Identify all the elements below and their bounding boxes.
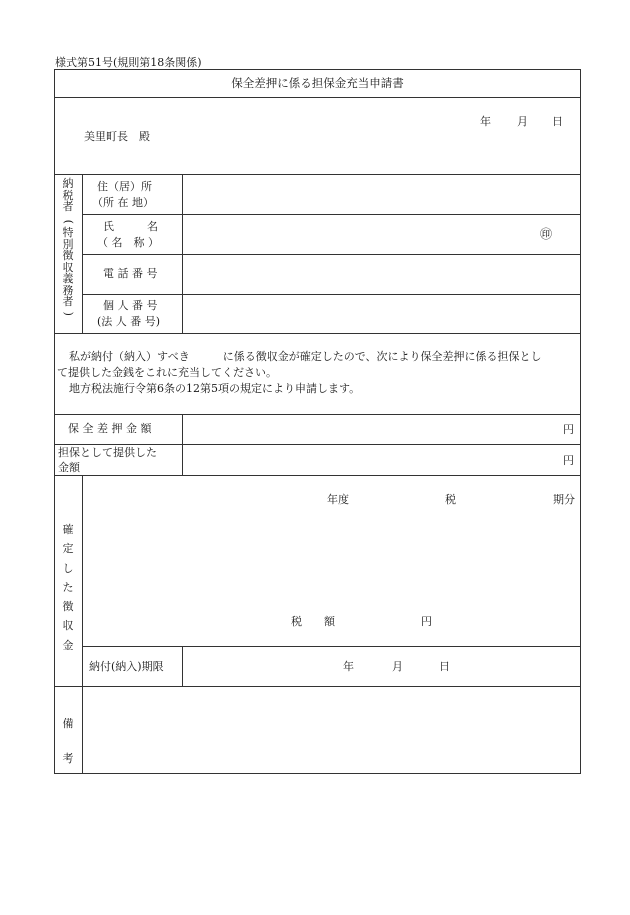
seal-mark-icon: ㊞ [540, 227, 553, 241]
seizure-amount-label: 保 全 差 押 金 額 [68, 422, 152, 435]
name-label-sub: （ 名 称 ） [97, 236, 159, 249]
phone-label: 電 話 番 号 [103, 267, 158, 280]
addressee: 美里町長 殿 [84, 130, 150, 143]
provided-amount-label-1: 担保として提供した [58, 446, 157, 459]
deadline-day-label: 日 [439, 660, 450, 673]
address-label-sub: （所 在 地） [92, 196, 154, 209]
period-label: 期分 [553, 493, 575, 506]
address-label: 住（居）所 [97, 180, 152, 193]
statement-line-3: 地方税法施行令第6条の12第5項の規定により申請します。 [69, 382, 361, 395]
deadline-year-label: 年 [343, 660, 354, 673]
taxpayer-bottom [54, 333, 581, 334]
form-title: 保全差押に係る担保金充当申請書 [231, 76, 404, 90]
deadline-month-label: 月 [392, 660, 403, 673]
name-field[interactable] [183, 215, 580, 254]
date-day-label: 日 [552, 115, 563, 128]
provided-amount-label-2: 金額 [58, 461, 80, 474]
personal-number-field[interactable] [183, 295, 580, 333]
personal-number-label: 個 人 番 号 [103, 299, 158, 312]
frame-bottom [54, 773, 581, 774]
corporate-number-label: (法 人 番 号) [97, 315, 161, 328]
fiscal-year-label: 年度 [327, 493, 349, 506]
remarks-side-label: 備 考 [62, 717, 74, 766]
frame-top [54, 69, 581, 70]
taxpayer-side-label: 納 税 者 ( 特 別 徴 収 義 務 者 ) [61, 177, 75, 316]
tax-label: 税 [445, 493, 456, 506]
provided-yen: 円 [563, 454, 574, 467]
remarks-field[interactable] [83, 687, 580, 773]
title-divider [54, 97, 581, 98]
seizure-yen: 円 [563, 423, 574, 436]
taxpayer-side-divider [82, 174, 83, 334]
seizure-amount-field[interactable] [183, 415, 580, 444]
statement-line-2: て提供した金銭をこれに充当してください。 [57, 366, 277, 379]
date-year-label: 年 [480, 115, 491, 128]
phone-field[interactable] [183, 255, 580, 294]
date-month-label: 月 [517, 115, 528, 128]
tax-amount-yen: 円 [421, 615, 432, 628]
statement-line-1: 私が納付（納入）すべき に係る徴収金が確定したので、次により保全差押に係る担保とし [69, 350, 542, 363]
name-label: 氏 名 [103, 220, 158, 233]
address-field[interactable] [183, 175, 580, 214]
tax-amount-label: 税 額 [291, 615, 335, 628]
provided-amount-field[interactable] [183, 445, 580, 475]
confirmed-side-label: 確 定 し た 徴 収 金 [62, 523, 74, 652]
deadline-label: 納付(納入)期限 [89, 660, 164, 673]
form-number: 様式第51号(規則第18条関係) [55, 56, 202, 69]
deadline-field[interactable] [183, 647, 580, 686]
